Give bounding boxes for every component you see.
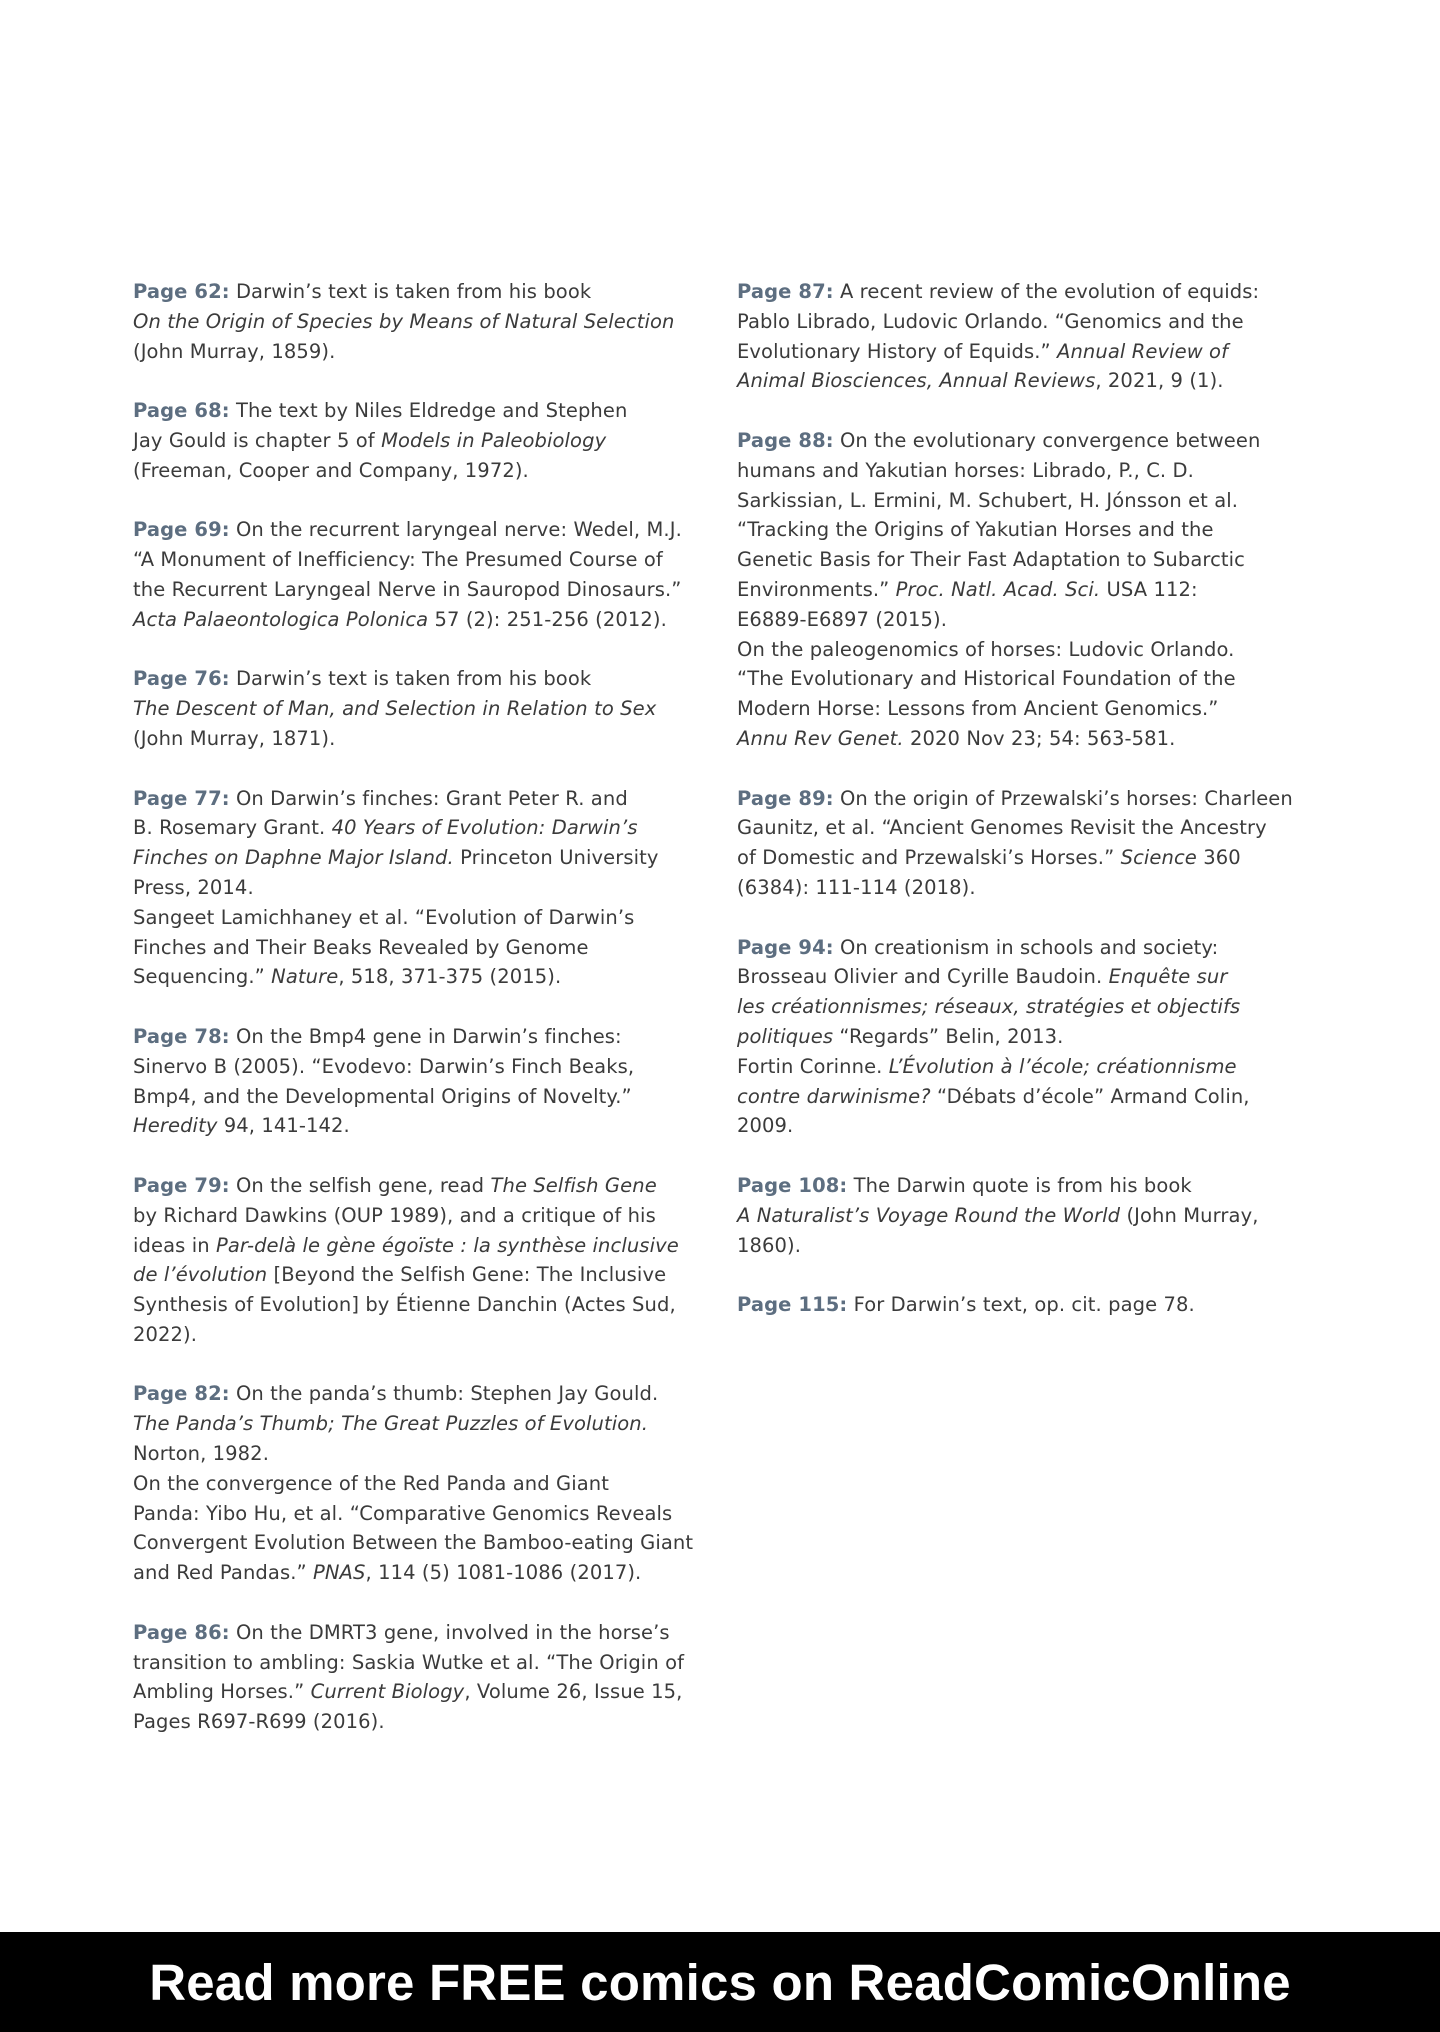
note-text: (John Murray, 1859).	[133, 339, 336, 363]
note-line	[133, 962, 703, 992]
note-entry	[133, 396, 703, 485]
note-line	[133, 515, 703, 545]
note-text: 1860).	[737, 1233, 802, 1257]
italic-title: Finches on Daphne Major Island.	[133, 846, 454, 870]
note-line	[737, 1111, 1327, 1141]
italic-title: A Naturalist’s Voyage Round the World	[737, 1203, 1121, 1227]
note-entry	[133, 1379, 703, 1588]
note-text: Press, 2014.	[133, 875, 254, 899]
note-entry	[133, 515, 703, 634]
italic-title: Proc. Natl. Acad. Sci.	[895, 577, 1101, 601]
note-line	[737, 694, 1327, 724]
note-text: Sarkissian, L. Ermini, M. Schubert, H. Jónsson et al.	[737, 488, 1239, 512]
page-reference-label: Page 88:	[737, 428, 834, 452]
note-entry	[737, 784, 1327, 903]
note-line	[133, 1082, 703, 1112]
note-line	[133, 277, 703, 307]
note-line	[133, 456, 703, 486]
note-line	[133, 724, 703, 754]
note-line	[133, 1528, 703, 1558]
note-text: Genetic Basis for Their Fast Adaptation to Subarctic	[737, 548, 1245, 572]
note-line	[133, 396, 703, 426]
note-entry	[133, 277, 703, 366]
note-text: (John Murray, 1871).	[133, 726, 336, 750]
italic-title: 40 Years of Evolution: Darwin’s	[331, 816, 638, 840]
note-line	[133, 426, 703, 456]
note-line	[133, 1320, 703, 1350]
note-text: humans and Yakutian horses: Librado, P., C. D.	[737, 458, 1194, 482]
italic-title: Science	[1120, 846, 1197, 870]
note-line	[737, 992, 1327, 1022]
note-line	[737, 1082, 1327, 1112]
note-text: Modern Horse: Lessons from Ancient Genomics.”	[737, 697, 1219, 721]
note-line	[737, 1022, 1327, 1052]
note-line	[737, 724, 1327, 754]
note-line	[737, 307, 1327, 337]
note-line	[133, 1648, 703, 1678]
page-reference-label: Page 68:	[133, 399, 230, 423]
note-text: Sinervo B (2005). “Evodevo: Darwin’s Finch Beaks,	[133, 1054, 635, 1078]
page-reference-label: Page 82:	[133, 1382, 230, 1406]
note-text: “The Evolutionary and Historical Foundation of the	[737, 667, 1236, 691]
note-text: “Tracking the Origins of Yakutian Horses and the	[737, 518, 1214, 542]
note-text: On Darwin’s finches: Grant Peter R. and	[229, 786, 628, 810]
note-entry	[737, 933, 1327, 1142]
note-line	[133, 1409, 703, 1439]
note-line	[737, 426, 1327, 456]
italic-title: politiques	[737, 1024, 834, 1048]
note-text: “Débats d’école” Armand Colin,	[930, 1084, 1250, 1108]
note-line	[133, 575, 703, 605]
promo-banner-text[interactable]: Read more FREE comics on ReadComicOnline	[149, 1953, 1291, 2011]
italic-title: Par-delà le gène égoïste : la synthèse inclusive	[215, 1233, 679, 1257]
note-text: On the paleogenomics of horses: Ludovic Orlando.	[737, 637, 1235, 661]
note-line	[133, 664, 703, 694]
note-line	[133, 1111, 703, 1141]
page-reference-label: Page 69:	[133, 518, 230, 542]
note-line	[133, 545, 703, 575]
note-entry	[133, 1618, 703, 1737]
italic-title: les créationnismes; réseaux, stratégies et objectifs	[737, 995, 1241, 1019]
note-line	[737, 843, 1327, 873]
note-text: , 114 (5) 1081-1086 (2017).	[365, 1561, 642, 1585]
note-line	[133, 605, 703, 635]
note-line	[133, 1677, 703, 1707]
note-text: On the panda’s thumb: Stephen Jay Gould.	[229, 1382, 659, 1406]
note-line	[737, 337, 1327, 367]
italic-title: On the Origin of Species by Means of Natural Selection	[133, 309, 675, 333]
note-text: Environments.”	[737, 577, 896, 601]
note-line	[133, 1022, 703, 1052]
note-line	[133, 903, 703, 933]
note-text: “A Monument of Inefficiency: The Presumed Course of	[133, 548, 663, 572]
italic-title: Nature	[271, 965, 339, 989]
note-line	[133, 307, 703, 337]
note-text: [Beyond the Selfish Gene: The Inclusive	[267, 1263, 667, 1287]
note-line	[737, 1052, 1327, 1082]
page-reference-label: Page 79:	[133, 1173, 230, 1197]
note-entry	[133, 1171, 703, 1350]
note-text: On the recurrent laryngeal nerve: Wedel, M.J.	[229, 518, 682, 542]
note-line	[133, 1260, 703, 1290]
note-line	[133, 873, 703, 903]
note-text: Darwin’s text is taken from his book	[229, 667, 592, 691]
note-line	[737, 605, 1327, 635]
italic-title: The Selfish Gene	[490, 1173, 657, 1197]
page-reference-label: Page 77:	[133, 786, 230, 810]
note-line	[133, 933, 703, 963]
note-line	[737, 784, 1327, 814]
italic-title: Animal Biosciences, Annual Reviews	[737, 369, 1096, 393]
note-line	[737, 933, 1327, 963]
note-line	[133, 784, 703, 814]
note-text: , Volume 26, Issue 15,	[464, 1680, 683, 1704]
note-text: Gaunitz, et al. “Ancient Genomes Revisit the Ancestry	[737, 816, 1267, 840]
page-reference-label: Page 115:	[737, 1293, 848, 1317]
note-entry	[133, 1022, 703, 1141]
note-line	[737, 575, 1327, 605]
note-entry	[133, 784, 703, 993]
note-entry	[737, 277, 1327, 396]
italic-title: Enquête sur	[1108, 965, 1228, 989]
note-text: On the Bmp4 gene in Darwin’s finches:	[229, 1024, 622, 1048]
note-text: 94, 141-142.	[217, 1114, 350, 1138]
notes-column-right	[737, 277, 1327, 1350]
note-text: (John Murray,	[1120, 1203, 1259, 1227]
note-text: Sangeet Lamichhaney et al. “Evolution of Darwin’s	[133, 905, 635, 929]
note-entry	[737, 1171, 1327, 1260]
note-line	[133, 1290, 703, 1320]
note-text: Panda: Yibo Hu, et al. “Comparative Genomics Reveals	[133, 1501, 673, 1525]
note-text: The text by Niles Eldredge and Stephen	[229, 399, 628, 423]
note-line	[737, 1290, 1327, 1320]
note-text: Ambling Horses.”	[133, 1680, 311, 1704]
note-text: 57 (2): 251-256 (2012).	[428, 607, 667, 631]
page-reference-label: Page 78:	[133, 1024, 230, 1048]
note-text: 2009.	[737, 1114, 794, 1138]
note-text: , 518, 371-375 (2015).	[338, 965, 562, 989]
note-text: Evolutionary History of Equids.”	[737, 339, 1058, 363]
note-text: the Recurrent Laryngeal Nerve in Sauropod Dinosaurs.”	[133, 577, 682, 601]
note-text: transition to ambling: Saskia Wutke et al. “The Origin of	[133, 1650, 685, 1674]
note-text: Pablo Librado, Ludovic Orlando. “Genomics and the	[737, 309, 1244, 333]
note-line	[133, 1439, 703, 1469]
page-reference-label: Page 89:	[737, 786, 834, 810]
note-line	[133, 337, 703, 367]
italic-title: contre darwinisme?	[737, 1084, 931, 1108]
note-line	[737, 277, 1327, 307]
italic-title: Models in Paleobiology	[381, 428, 607, 452]
note-text: On the convergence of the Red Panda and Giant	[133, 1471, 610, 1495]
page-reference-label: Page 87:	[737, 280, 834, 303]
note-text: Norton, 1982.	[133, 1442, 269, 1466]
note-line	[737, 486, 1327, 516]
italic-title: The Panda’s Thumb; The Great Puzzles of Evolution.	[133, 1412, 649, 1436]
note-line	[133, 843, 703, 873]
page-reference-label: Page 94:	[737, 935, 834, 959]
italic-title: Annu Rev Genet.	[737, 726, 904, 750]
note-text: Convergent Evolution Between the Bamboo-eating Giant	[133, 1531, 694, 1555]
note-text: On the selfish gene, read	[229, 1173, 491, 1197]
note-text: Pages R697-R699 (2016).	[133, 1710, 385, 1734]
note-line	[737, 366, 1327, 396]
note-entry	[133, 664, 703, 753]
italic-title: L’Évolution à l’école; créationnisme	[888, 1054, 1237, 1078]
note-line	[133, 1201, 703, 1231]
page-reference-label: Page 108:	[737, 1173, 848, 1197]
note-line	[737, 873, 1327, 903]
note-line	[737, 515, 1327, 545]
note-text: of Domestic and Przewalski’s Horses.”	[737, 846, 1121, 870]
note-text: A recent review of the evolution of equids:	[833, 280, 1260, 303]
italic-title: Acta Palaeontologica Polonica	[133, 607, 429, 631]
note-text: (Freeman, Cooper and Company, 1972).	[133, 458, 529, 482]
note-line	[737, 813, 1327, 843]
note-line	[737, 456, 1327, 486]
note-text: Finches and Their Beaks Revealed by Genome	[133, 935, 589, 959]
note-line	[737, 962, 1327, 992]
note-line	[133, 1618, 703, 1648]
note-text: Fortin Corinne.	[737, 1054, 889, 1078]
note-line	[737, 1171, 1327, 1201]
note-text: Princeton University	[453, 846, 659, 870]
note-line	[737, 1201, 1327, 1231]
note-line	[133, 1231, 703, 1261]
note-text: 2022).	[133, 1322, 198, 1346]
note-line	[133, 1379, 703, 1409]
note-text: 360	[1196, 846, 1241, 870]
page-reference-label: Page 86:	[133, 1620, 230, 1644]
note-text: 2020 Nov 23; 54: 563-581.	[903, 726, 1176, 750]
note-line	[737, 1231, 1327, 1261]
note-text: B. Rosemary Grant.	[133, 816, 332, 840]
note-text: On the evolutionary convergence between	[833, 428, 1261, 452]
note-entry	[737, 426, 1327, 754]
note-text: USA 112:	[1100, 577, 1198, 601]
italic-title: Current Biology	[310, 1680, 465, 1704]
note-text: On the DMRT3 gene, involved in the horse’s	[229, 1620, 670, 1644]
note-line	[133, 1499, 703, 1529]
note-text: by Richard Dawkins (OUP 1989), and a critique of his	[133, 1203, 656, 1227]
note-text: , 2021, 9 (1).	[1095, 369, 1224, 393]
note-text: The Darwin quote is from his book	[847, 1173, 1192, 1197]
italic-title: de l’évolution	[133, 1263, 268, 1287]
italic-title: PNAS	[313, 1561, 366, 1585]
note-line	[133, 694, 703, 724]
note-text: ideas in	[133, 1233, 216, 1257]
note-line	[133, 813, 703, 843]
italic-title: The Descent of Man, and Selection in Relation to Sex	[133, 697, 657, 721]
note-line	[737, 545, 1327, 575]
note-line	[133, 1052, 703, 1082]
note-text: Sequencing.”	[133, 965, 272, 989]
note-text: On creationism in schools and society:	[833, 935, 1219, 959]
note-text: E6889-E6897 (2015).	[737, 607, 948, 631]
note-line	[737, 635, 1327, 665]
page-reference-label: Page 62:	[133, 280, 230, 303]
note-text: Brosseau Olivier and Cyrille Baudoin.	[737, 965, 1109, 989]
page-reference-label: Page 76:	[133, 667, 230, 691]
italic-title: Heredity	[133, 1114, 218, 1138]
note-entry	[737, 1290, 1327, 1320]
note-line	[737, 664, 1327, 694]
note-text: Synthesis of Evolution] by Étienne Danchin (Actes Sud,	[133, 1293, 676, 1317]
note-text: and Red Pandas.”	[133, 1561, 314, 1585]
note-text: On the origin of Przewalski’s horses: Charleen	[833, 786, 1293, 810]
note-line	[133, 1171, 703, 1201]
note-line	[133, 1469, 703, 1499]
note-line	[133, 1558, 703, 1588]
note-text: For Darwin’s text, op. cit. page 78.	[847, 1293, 1195, 1317]
note-text: (6384): 111-114 (2018).	[737, 875, 976, 899]
promo-banner[interactable]	[0, 1932, 1440, 2032]
note-text: “Regards” Belin, 2013.	[833, 1024, 1064, 1048]
note-text: Darwin’s text is taken from his book	[229, 280, 592, 303]
note-text: Jay Gould is chapter 5 of	[133, 428, 382, 452]
notes-column-left	[133, 277, 703, 1767]
note-text: Bmp4, and the Developmental Origins of Novelty.”	[133, 1084, 632, 1108]
note-line	[133, 1707, 703, 1737]
italic-title: Annual Review of	[1057, 339, 1229, 363]
